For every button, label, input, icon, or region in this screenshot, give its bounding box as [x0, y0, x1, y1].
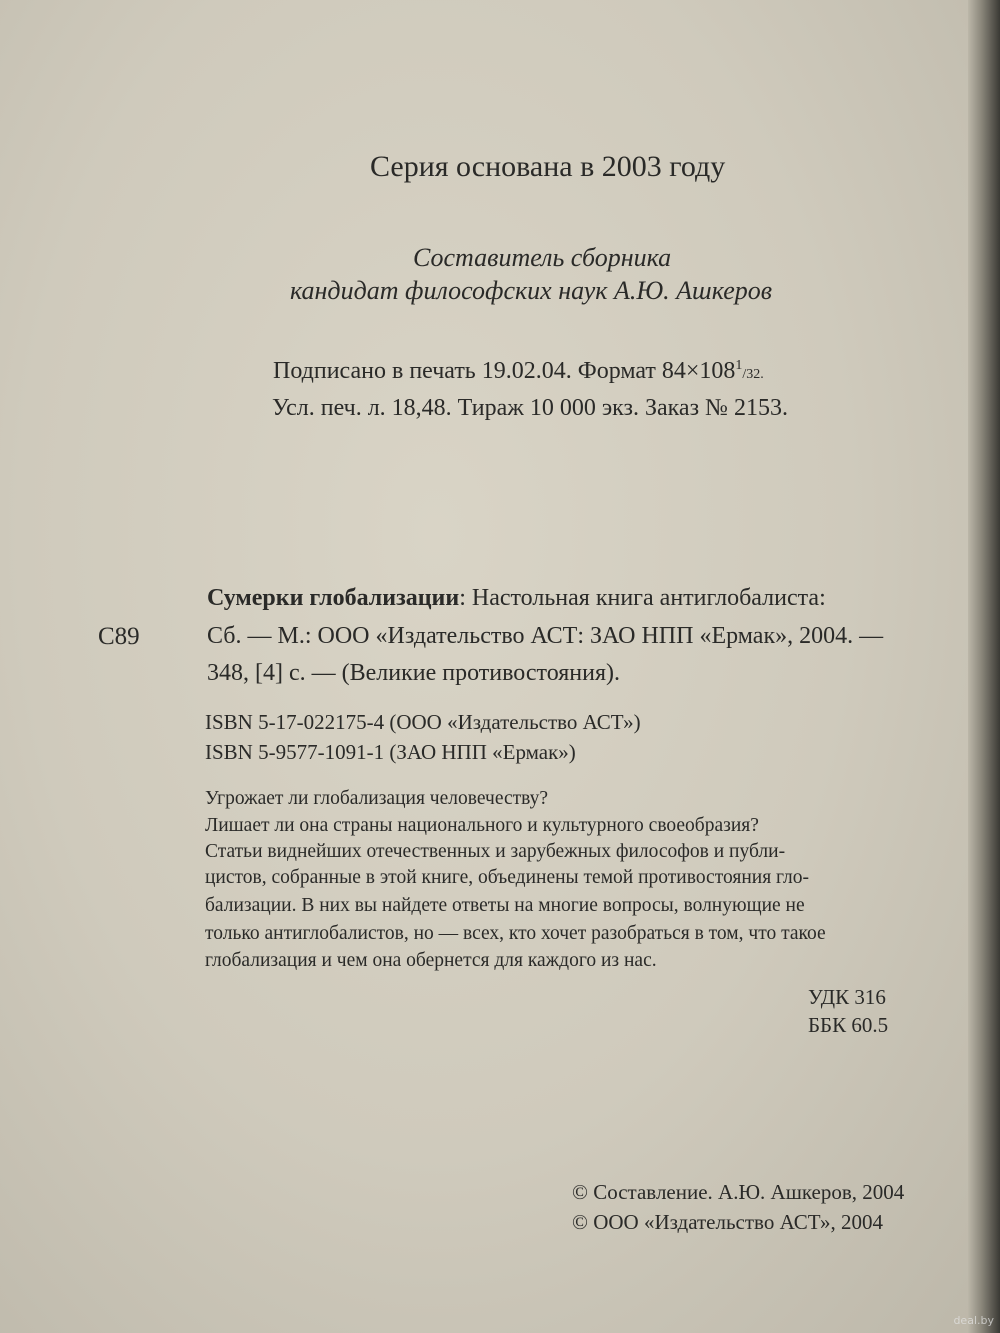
format-denominator: /32. [742, 367, 764, 382]
bibliography-line-3: 348, [4] с. — (Великие противостояния). [207, 660, 621, 686]
abstract-line: бализации. В них вы найдете ответы на многие вопросы, волнующие не [205, 895, 805, 916]
abstract-line: цистов, собранные в этой книге, объединены темой противостояния гло- [205, 867, 810, 888]
bibliography-title [207, 585, 826, 612]
isbn-ermak: ISBN 5-9577-1091-1 (ЗАО НПП «Ермак») [205, 740, 576, 764]
isbn-ast: ISBN 5-17-022175-4 (ООО «Издательство АСТ») [205, 710, 641, 734]
book-title: Сумерки глобализации [207, 585, 460, 611]
abstract-line: Статьи виднейших отечественных и зарубежных философов и публи- [205, 841, 786, 862]
format-numerator: 1 [735, 358, 743, 373]
compiler-line-1: Составитель сборника [413, 243, 672, 272]
series-note: Серия основана в 2003 году [370, 150, 726, 183]
udk-code: УДК 316 [808, 985, 886, 1009]
print-info-line-1 [273, 358, 764, 385]
abstract-line: Лишает ли она страны национального и культурного своеобразия? [205, 815, 759, 836]
page-edge-shadow [968, 0, 1000, 1333]
author-sign-code: С89 [98, 623, 140, 650]
watermark: deal.by [953, 1314, 994, 1327]
bbk-code: ББК 60.5 [808, 1013, 889, 1037]
abstract-line: Угрожает ли глобализация человечеству? [205, 788, 549, 809]
copyright-compilation: © Составление. А.Ю. Ашкеров, 2004 [572, 1180, 905, 1204]
copyright-publisher: © ООО «Издательство АСТ», 2004 [572, 1210, 883, 1234]
print-info-line-2: Усл. печ. л. 18,48. Тираж 10 000 экз. Заказ № 2153. [272, 395, 788, 421]
abstract-line: только антиглобалистов, но — всех, кто хочет разобраться в том, что такое [205, 923, 826, 944]
print-info-text: Подписано в печать 19.02.04. Формат 84×108 [273, 358, 736, 384]
abstract-line: глобализация и чем она обернется для каждого из нас. [205, 950, 657, 971]
bibliography-line-2: Сб. — М.: ООО «Издательство АСТ: ЗАО НПП «Ермак», 2004. — [207, 623, 884, 649]
compiler-line-2: кандидат философских наук А.Ю. Ашкеров [290, 276, 773, 305]
book-subtitle: : Настольная книга антиглобалиста: [459, 585, 826, 611]
